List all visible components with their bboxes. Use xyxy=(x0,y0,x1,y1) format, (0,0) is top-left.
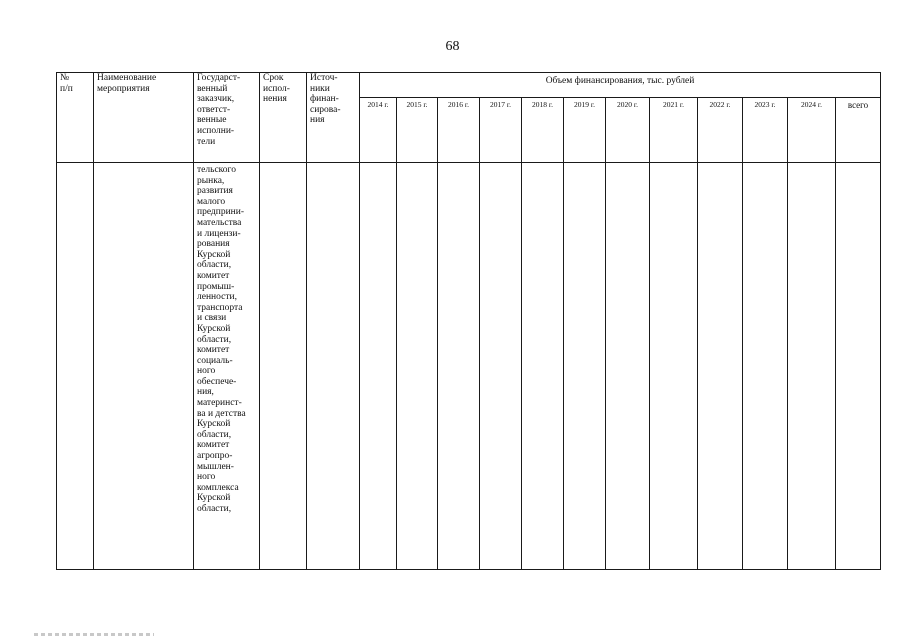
cell-term xyxy=(260,163,307,570)
cell-year-value xyxy=(564,163,606,570)
customer-line: области, xyxy=(197,504,232,514)
cell-year-value xyxy=(606,163,650,570)
header-customer xyxy=(194,73,260,163)
header-customer-line: венные xyxy=(197,115,227,126)
header-year: 2017 г. xyxy=(480,98,522,163)
customer-line: ва и детства xyxy=(197,408,246,419)
customer-line: предприни- xyxy=(197,207,245,218)
cell-year-value xyxy=(788,163,836,570)
cell-source xyxy=(307,163,360,570)
header-source-line: ния xyxy=(310,115,325,126)
header-year: 2016 г. xyxy=(438,98,480,163)
customer-line: области, xyxy=(197,260,232,271)
customer-line: материнст- xyxy=(197,398,242,409)
header-year: 2023 г. xyxy=(743,98,788,163)
header-source-line: Источ- xyxy=(310,73,338,83)
customer-line: тельского xyxy=(197,165,236,175)
header-source-line: сирова- xyxy=(310,104,341,115)
customer-line: промыш- xyxy=(197,281,235,292)
header-year: 2021 г. xyxy=(650,98,698,163)
customer-line: области, xyxy=(197,334,232,345)
customer-line: ния, xyxy=(197,387,214,398)
cell-customer xyxy=(194,163,260,570)
customer-line: социаль- xyxy=(197,355,233,366)
customer-line: области, xyxy=(197,429,232,440)
header-source xyxy=(307,73,360,163)
financing-table xyxy=(56,72,881,570)
customer-line: агропро- xyxy=(197,451,233,462)
header-name-line: Наименование xyxy=(97,73,157,83)
header-year: 2018 г. xyxy=(522,98,564,163)
cell-year-value xyxy=(698,163,743,570)
header-year: 2020 г. xyxy=(606,98,650,163)
header-source-line: ники xyxy=(310,83,330,94)
customer-line: Курской xyxy=(197,419,231,430)
page-number: 68 xyxy=(445,39,460,54)
scan-artifact-mark xyxy=(34,633,154,636)
cell-year-value xyxy=(397,163,438,570)
customer-line: ного xyxy=(197,366,216,377)
header-customer-line: исполни- xyxy=(197,125,235,136)
customer-line: и связи xyxy=(197,313,227,324)
header-term-line: нения xyxy=(263,94,287,105)
customer-line: обеспече- xyxy=(197,376,237,387)
header-year: 2015 г. xyxy=(397,98,438,163)
cell-num xyxy=(57,163,94,570)
header-term xyxy=(260,73,307,163)
customer-line: рования xyxy=(197,239,230,250)
header-customer-line: ответст- xyxy=(197,104,231,115)
header-term-line: Срок xyxy=(263,73,284,83)
customer-line: ленности, xyxy=(197,292,237,303)
customer-line: комплекса xyxy=(197,482,239,493)
customer-line: ного xyxy=(197,472,216,483)
cell-name xyxy=(94,163,194,570)
header-customer-line: венный xyxy=(197,83,228,94)
cell-year-value xyxy=(438,163,480,570)
header-customer-line: тели xyxy=(197,136,216,147)
header-year: 2014 г. xyxy=(360,98,397,163)
cell-year-value xyxy=(480,163,522,570)
cell-year-value xyxy=(743,163,788,570)
header-year: 2022 г. xyxy=(698,98,743,163)
header-total: всего xyxy=(836,98,881,163)
header-year: 2024 г. xyxy=(788,98,836,163)
customer-line: мательства xyxy=(197,217,242,228)
customer-line: комитет xyxy=(197,345,230,356)
customer-line: Курской xyxy=(197,493,231,504)
table-row xyxy=(57,163,881,570)
customer-line: рынка, xyxy=(197,175,225,186)
cell-year-value xyxy=(650,163,698,570)
customer-line: развития xyxy=(197,186,233,197)
customer-line: комитет xyxy=(197,270,230,281)
cell-total-value xyxy=(836,163,881,570)
header-term-line: испол- xyxy=(263,83,290,94)
header-funding: Объем финансирования, тыс. рублей xyxy=(360,73,881,98)
header-customer-line: заказчик, xyxy=(197,94,235,105)
header-row-top xyxy=(57,73,881,98)
header-num-line: п/п xyxy=(60,83,73,94)
header-num xyxy=(57,73,94,163)
header-customer-line: Государст- xyxy=(197,73,241,83)
customer-line: транспорта xyxy=(197,302,243,313)
customer-line: комитет xyxy=(197,440,230,451)
header-name xyxy=(94,73,194,163)
customer-line: малого xyxy=(197,196,226,207)
cell-year-value xyxy=(522,163,564,570)
header-name-line: мероприятия xyxy=(97,83,150,94)
header-num-line: № xyxy=(60,73,70,83)
customer-line: Курской xyxy=(197,249,231,260)
customer-line: мышлен- xyxy=(197,461,234,472)
cell-year-value xyxy=(360,163,397,570)
header-source-line: финан- xyxy=(310,94,339,105)
customer-line: и лицензи- xyxy=(197,228,241,239)
customer-line: Курской xyxy=(197,323,231,334)
header-year: 2019 г. xyxy=(564,98,606,163)
